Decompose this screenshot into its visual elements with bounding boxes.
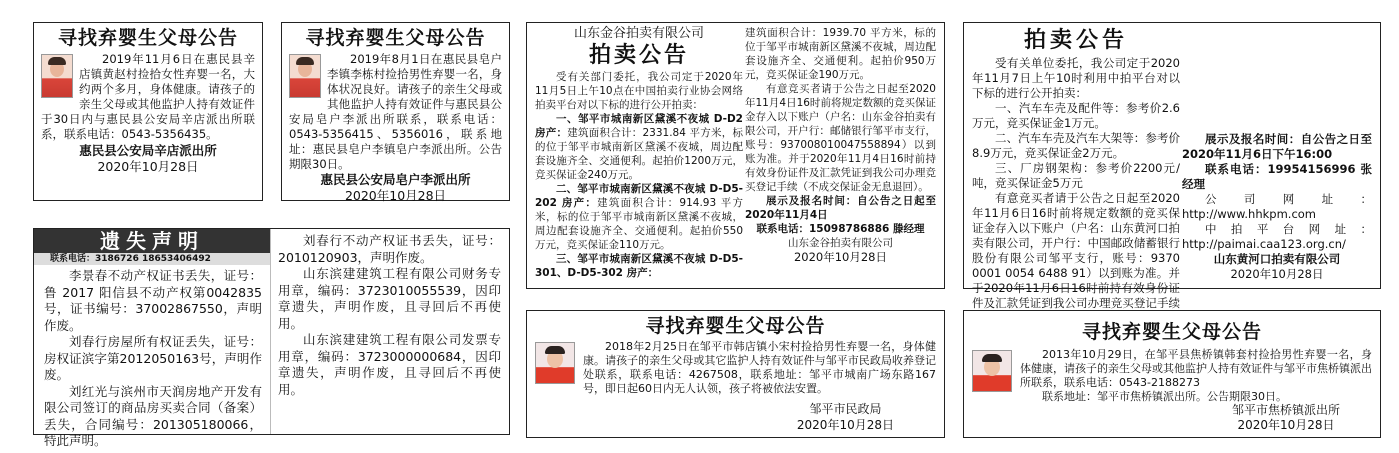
lost-item: 刘春行不动产权证书丢失，证号：2010120903，声明作废。 (278, 233, 501, 265)
notice-abandoned-baby-3 (526, 310, 945, 438)
auction-title: 拍卖公告 (1023, 28, 1128, 53)
baby-photo (535, 342, 575, 384)
auction-display-time: 展示及报名时间：自公告之日至2020年11月6日下午16:00 (1182, 132, 1372, 161)
lot-item: 一、汽车车壳及配件等：参考价2.6万元，竞买保证金1万元。 (972, 101, 1180, 130)
auction-date: 2020年10月28日 (793, 250, 888, 264)
notice-date: 2020年10月28日 (796, 418, 894, 432)
auction-notice-jingu (526, 22, 945, 289)
notice-abandoned-baby-1 (33, 22, 263, 201)
auction-title: 拍卖公告 (588, 43, 689, 68)
lot-head: 三、邹平市城南新区黛溪不夜城 D-D5-301、D-D5-302 房产： (535, 253, 743, 279)
auction-deposit: 有意竞买者请于公告之日起至2020年11月6日16时前将规定数额的竞买保证金存入以下账户（户名：山东黄河口拍卖有限公司，开户行：中国邮政储蓄银行股份有限公司邹平支行，账号：9370 0001 0054 6488 91）以到账为准。并于2020年11月6日16时前持有效身份证件及汇款凭证到我公司办理竞买登记手续 (972, 191, 1180, 310)
notice-date: 2020年10月28日 (97, 159, 199, 174)
notice-title: 寻找弃婴生父母公告 (645, 315, 826, 337)
notice-title: 寻找弃婴生父母公告 (305, 27, 486, 49)
notice-body: 2019年8月1日在惠民县皂户李镇李栋村捡拾男性弃婴一名，身体状况良好。请孩子的亲生父母或其他监护人持有效证件与惠民县公安局皂户李派出所联系，联系电话：0543-5356415、5356016，联系地址：惠民县皂户李镇皂户李派出所。公告期限30日。 (289, 52, 502, 171)
notice-org: 邹平市民政局 (809, 402, 882, 416)
notice-org: 惠民县公安局皂户李派出所 (320, 172, 471, 187)
notice-org: 惠民县公安局辛店派出所 (79, 143, 217, 158)
auction-company: 山东金谷拍卖有限公司 (573, 26, 704, 41)
auction-intro: 受有关单位委托，我公司定于2020年11月7日上午10时利用中拍平台对以下标的进行公开拍卖： (972, 56, 1180, 100)
notice-date: 2020年10月28日 (1237, 418, 1335, 432)
lost-item: 刘春行房屋所有权证丢失，证号：房权证滨字第2012050163号，声明作废。 (44, 334, 262, 382)
lot-head: 二、邹平市城南新区黛溪不夜城 D-D5-202 房产： (535, 183, 743, 209)
lost-item: 山东滨建建筑工程有限公司发票专用章，编码：3723000000684，因印章遗失，声明作废，且寻回后不再使用。 (278, 332, 501, 397)
notice-body: 2018年2月25日在邹平市韩店镇小宋村捡拾男性弃婴一名，身体健康。请孩子的亲生父母或其它监护人持有效证件与邹平市民政局收养登记处联系，联系电话：4267508，联系地址：邹平市城南广场东路167号，即日起60日内无人认领，孩子将被依法安置。 (583, 340, 936, 395)
baby-photo (289, 54, 321, 98)
auction-display-time: 展示及报名时间：自公告之日起至2020年11月4日 (745, 195, 936, 221)
lost-title: 遗失声明 (34, 229, 270, 253)
auction-website: 公司网址：http://www.hhkpm.com (1182, 192, 1372, 221)
lost-contact: 联系电话：3186726 18653406492 (34, 253, 270, 265)
auction-org: 山东黄河口拍卖有限公司 (1213, 252, 1341, 266)
notice-org: 邹平市焦桥镇派出所 (1231, 403, 1340, 417)
notice-abandoned-baby-4 (963, 310, 1381, 438)
auction-org: 山东金谷拍卖有限公司 (788, 237, 893, 249)
auction-date: 2020年10月28日 (1230, 267, 1324, 281)
lot-item: 二、汽车车壳及汽车大架等：参考价8.9万元，竞买保证金2万元。 (972, 131, 1180, 160)
lot-item: 三、厂房钢架构：参考价2200元/吨，竞买保证金5万元 (972, 161, 1180, 190)
auction-platform: 中拍平台网址：http://paimai.caa123.org.cn/ (1182, 222, 1372, 251)
notice-title: 寻找弃婴生父母公告 (57, 27, 238, 49)
baby-photo (41, 54, 73, 98)
lot-head: 一、邹平市城南新区黛溪不夜城 D-D2 房产： (535, 113, 743, 139)
lost-item: 刘红光与滨州市天润房地产开发有限公司签订的商品房买卖合同（备案）丢失，合同编号：201305180066，特此声明。 (44, 383, 262, 448)
auction-phone: 联系电话：19954156996 张经理 (1182, 162, 1372, 191)
notice-body: 2019年11月6日在惠民县辛店镇黄赵村捡拾女性弃婴一名，大约两个多月，身体健康。请孩子的亲生父母或其他监护人持有效证件于30日内与惠民县公安局辛店派出所联系，联系电话：0543-5356435。 (41, 52, 255, 141)
notice-body: 2013年10月29日，在邹平县焦桥镇韩套村捡拾男性弃婴一名，身体健康，请孩子的亲生父母或其他监护人持有效证件与邹平市焦桥镇派出所联系，联系电话：0543-2188273 (1020, 348, 1372, 389)
lot-text: 建筑面积合计：914.93 平方米，标的位于邹平市城南新区黛溪不夜城，周边配套设施齐全、交通便利。起拍价550万元，竞买保证金110万元。 (535, 197, 744, 251)
lost-item: 山东滨建建筑工程有限公司财务专用章，编码：3723010055539，因印章遗失，声明作废，且寻回后不再使用。 (278, 266, 501, 331)
notice-title: 寻找弃婴生父母公告 (1081, 321, 1262, 343)
notice-date: 2020年10月28日 (344, 188, 447, 203)
auction-deposit: 有意竞买者请于公告之日起至2020年11月4日16时前将规定数额的竞买保证金存入以下账户（户名：山东金谷拍卖有限公司，开户行：邮储银行邹平市支行，账号：937008010047558894）以到账为准。并于2020年11月4日16时前持有效身份证件及汇款凭证到我公司办理竞买登记手续（不成交保证金无息退回）。 (745, 83, 936, 193)
auction-intro: 受有关部门委托，我公司定于2020年11月5日上午10点在中国拍卖行业协会网络拍卖平台对以下标的进行公开拍卖： (535, 71, 743, 111)
notice-address: 联系地址：邹平市焦桥镇派出所。公告期限30日。 (1042, 390, 1287, 403)
lost-item: 李景春不动产权证书丢失，证号：鲁 2017 阳信县不动产权第0042835号，证书编号：37002867550，声明作废。 (44, 268, 262, 333)
auction-phone: 联系电话：15098786886 滕经理 (756, 223, 925, 235)
lot-text: 建筑面积合计：2331.84 平方米，标的位于邹平市城南新区黛溪不夜城，周边配套设施齐全、交通便利。起拍价1200万元，竞买保证金240万元。 (535, 127, 743, 181)
lot-text: 建筑面积合计：1939.70 平方米，标的位于邹平市城南新区黛溪不夜城，周边配套设施齐全、交通便利。起拍价950万元，竞买保证金190万元。 (745, 27, 936, 81)
lost-statement-notice (33, 228, 510, 448)
auction-notice-huanghekou (963, 22, 1381, 310)
baby-photo (972, 350, 1012, 392)
notice-abandoned-baby-2 (281, 22, 510, 201)
